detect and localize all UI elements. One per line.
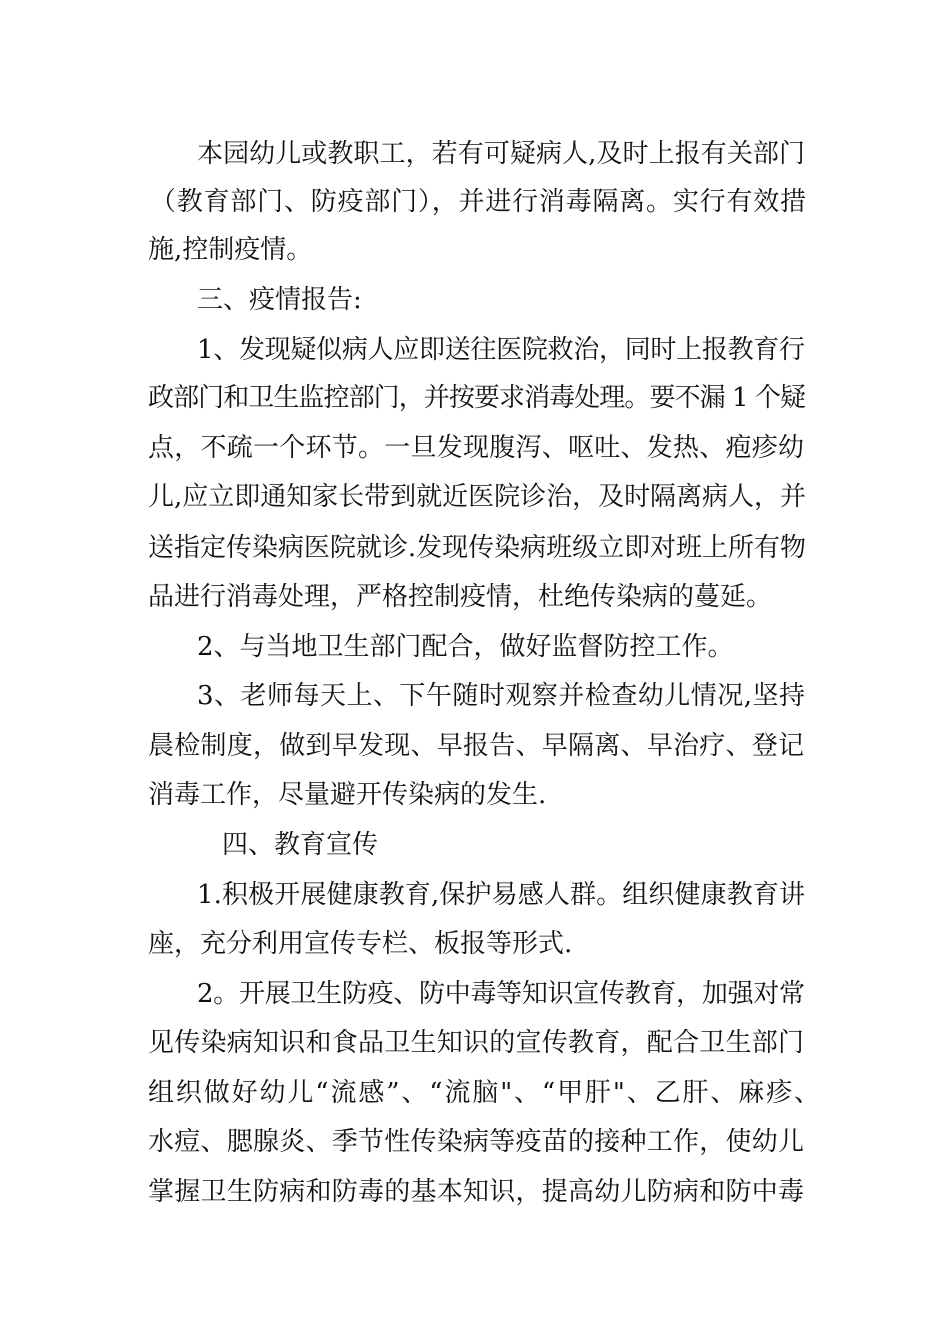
text-line: 消毒工作，尽量避开传染病的发生. [148, 780, 547, 810]
text-line: 组织做好幼儿“流感”、“流脑"、“甲肝"、乙肝、麻疹、 [148, 1078, 822, 1108]
text-line: 水痘、腮腺炎、季节性传染病等疫苗的接种工作，使幼儿 [148, 1127, 805, 1157]
text-line: 施,控制疫情。 [148, 235, 313, 265]
text-line: 1、发现疑似病人应即送往医院救治，同时上报教育行 [197, 335, 805, 365]
text-line: 本园幼儿或教职工，若有可疑病人,及时上报有关部门 [197, 139, 806, 169]
text-line: 掌握卫生防病和防毒的基本知识，提高幼儿防病和防中毒 [148, 1177, 805, 1207]
text-line: 座，充分利用宣传专栏、板报等形式. [148, 929, 573, 959]
text-line: 1.积极开展健康教育,保护易感人群。组织健康教育讲 [197, 880, 806, 910]
text-line: 点，不疏一个环节。一旦发现腹泻、呕吐、发热、疱疹幼 [148, 433, 805, 463]
text-line: 晨检制度，做到早发现、早报告、早隔离、早治疗、登记 [148, 731, 805, 761]
text-line: 2。开展卫生防疫、防中毒等知识宣传教育，加强对常 [197, 979, 805, 1009]
text-line: 见传染病知识和食品卫生知识的宣传教育，配合卫生部门 [148, 1028, 805, 1058]
text-line: 送指定传染病医院就诊.发现传染病班级立即对班上所有物 [148, 533, 806, 563]
text-line: （教育部门、防疫部门），并进行消毒隔离。实行有效措 [150, 187, 807, 217]
text-line: 2、与当地卫生部门配合，做好监督防控工作。 [197, 632, 734, 662]
text-line: 政部门和卫生监控部门，并按要求消毒处理。要不漏 1 个疑 [148, 383, 806, 413]
text-line: 品进行消毒处理，严格控制疫情，杜绝传染病的蔓延。 [148, 582, 773, 612]
section-heading: 三、疫情报告: [197, 285, 362, 315]
section-heading: 四、教育宣传 [222, 830, 379, 860]
text-line: 儿,应立即通知家长带到就近医院诊治，及时隔离病人，并 [148, 482, 806, 512]
text-line: 3、老师每天上、下午随时观察并检查幼儿情况,坚持 [197, 681, 806, 711]
